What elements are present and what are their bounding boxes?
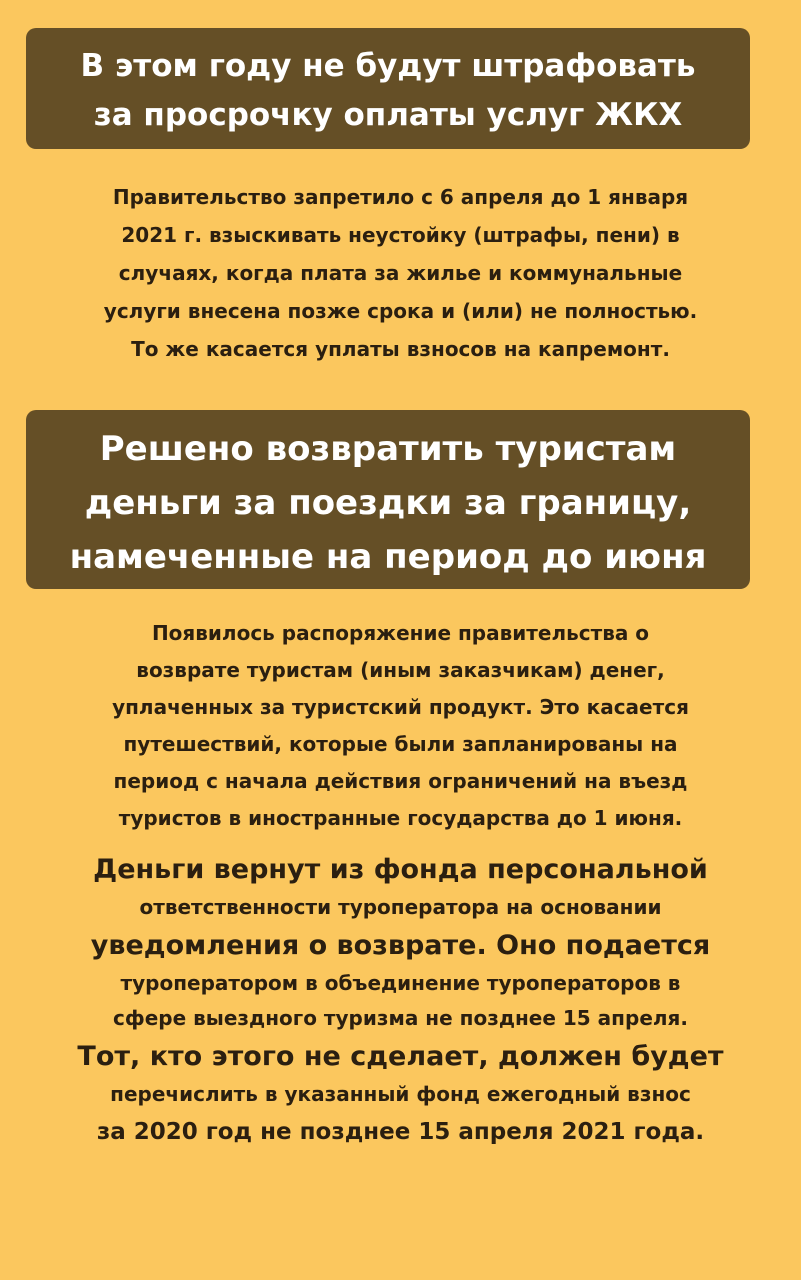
text-line: уведомления о возврате. Оно подается — [90, 930, 711, 961]
text-line: путешествий, которые были запланированы на — [123, 732, 678, 756]
text-line: уплаченных за туристский продукт. Это касается — [112, 695, 689, 719]
text-line: 2021 г. взыскивать неустойку (штрафы, пени) в — [121, 223, 680, 247]
text-line: возврате туристам (иным заказчикам) денег, — [136, 658, 665, 682]
text-line: перечислить в указанный фонд ежегодный взнос — [110, 1082, 691, 1106]
paragraph-tourists — [0, 615, 801, 837]
heading-line: деньги за поездки за границу, — [84, 483, 692, 523]
text-line: услуги внесена позже срока и (или) не полностью. — [103, 299, 698, 323]
heading-banner-tourists — [26, 410, 750, 589]
text-line: Деньги вернут из фонда персональной — [93, 854, 708, 885]
text-line: случаях, когда плата за жилье и коммунальные — [118, 261, 683, 285]
text-line: Тот, кто этого не сделает, должен будет — [77, 1041, 724, 1072]
paragraph-zhkh — [0, 178, 801, 368]
text-line: туроператором в объединение туроператоров в — [120, 971, 681, 995]
text-line: ответственности туроператора на основании — [139, 895, 662, 919]
heading-line: за просрочку оплаты услуг ЖКХ — [93, 97, 683, 133]
heading-banner-zhkh — [26, 28, 750, 149]
text-line: Правительство запретило с 6 апреля до 1 января — [112, 185, 689, 209]
text-line: за 2020 год не позднее 15 апреля 2021 года. — [96, 1119, 705, 1145]
heading-line: В этом году не будут штрафовать — [80, 48, 696, 84]
heading-line: Решено возвратить туристам — [99, 429, 677, 469]
text-line: туристов в иностранные государства до 1 июня. — [118, 806, 683, 830]
text-line: сфере выездного туризма не позднее 15 апреля. — [113, 1006, 688, 1030]
heading-line: намеченные на период до июня — [69, 537, 707, 577]
text-line: То же касается уплаты взносов на капремонт. — [131, 337, 670, 361]
text-line: Появилось распоряжение правительства о — [151, 621, 650, 645]
paragraph-refund-fund — [0, 849, 801, 1153]
text-line: период с начала действия ограничений на въезд — [113, 769, 688, 793]
